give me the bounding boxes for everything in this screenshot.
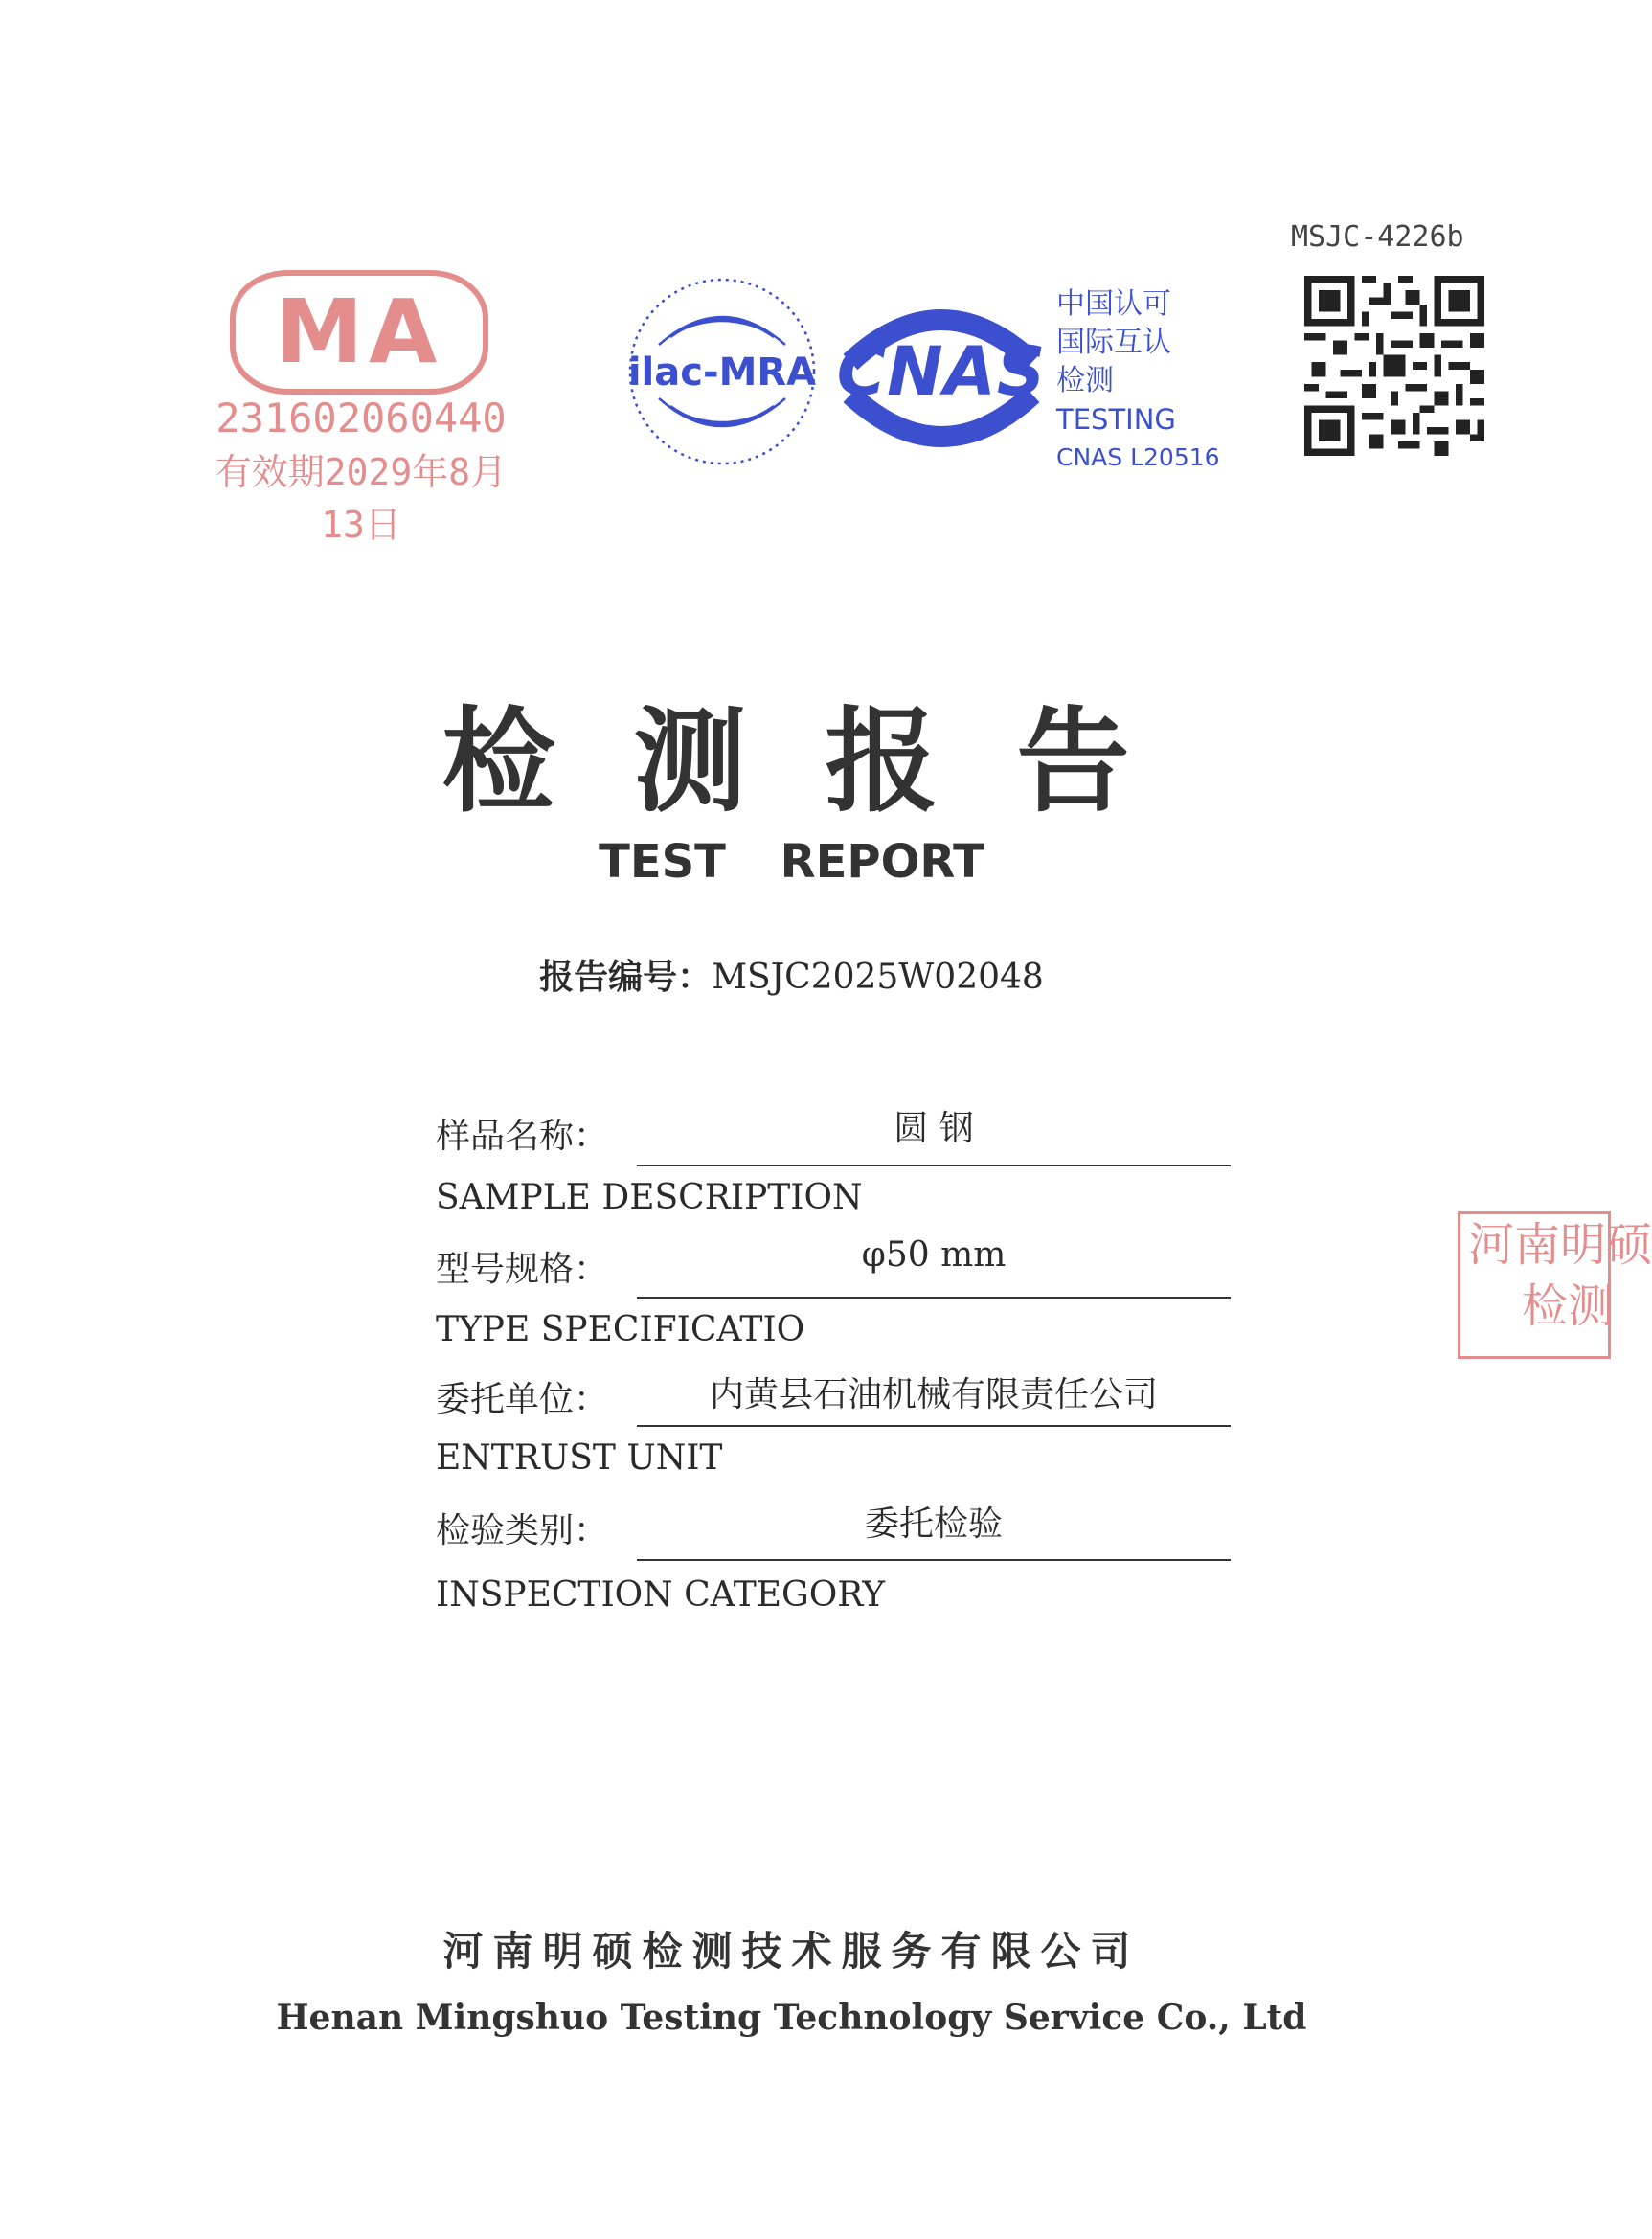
report-title-en: TEST REPORT bbox=[599, 835, 984, 889]
cnas-caption-line1: 中国认可 bbox=[1056, 287, 1171, 321]
entrust-unit-underline bbox=[637, 1425, 1231, 1427]
cnas-text: CNAS bbox=[836, 332, 1047, 411]
qr-code bbox=[1304, 276, 1484, 456]
sample-name-underline bbox=[637, 1165, 1231, 1166]
cnas-caption-testing: TESTING bbox=[1056, 403, 1176, 436]
entrust-unit-label: 委托单位： bbox=[436, 1380, 609, 1419]
type-spec-underline bbox=[637, 1297, 1231, 1299]
inspection-category-underline bbox=[637, 1559, 1231, 1561]
ilac-text: ilac-MRA bbox=[627, 351, 817, 395]
sample-name-value: 圆 钢 bbox=[894, 1109, 974, 1148]
type-spec-label: 型号规格： bbox=[436, 1250, 609, 1289]
cnas-license-number: CNAS L20516 bbox=[1056, 443, 1220, 471]
document-code: MSJC-4226b bbox=[1291, 220, 1464, 254]
ilac-mra-logo bbox=[621, 270, 824, 473]
cma-certificate-number: 231602060440 bbox=[215, 395, 507, 441]
inspection-category-en-label: INSPECTION CATEGORY bbox=[436, 1575, 886, 1615]
cnas-caption-line3: 检测 bbox=[1056, 364, 1114, 397]
type-specification-label: TYPE SPECIFICATIO bbox=[436, 1310, 805, 1349]
cma-validity-date: 有效期2029年8月13日 bbox=[215, 451, 508, 546]
type-spec-value: φ50 mm bbox=[861, 1235, 1007, 1275]
sample-description-label: SAMPLE DESCRIPTION bbox=[436, 1178, 863, 1217]
report-title-cn: 检测报告 bbox=[441, 695, 1209, 827]
entrust-unit-en-label: ENTRUST UNIT bbox=[436, 1438, 723, 1478]
cnas-caption-line2: 国际互认 bbox=[1056, 326, 1171, 359]
cnas-caption bbox=[1056, 285, 1220, 477]
report-number-label: 报告编号： bbox=[539, 958, 713, 997]
report-number bbox=[0, 950, 1583, 999]
company-name-cn: 河南明硕检测技术服务有限公司 bbox=[442, 1928, 1141, 1975]
company-seal-partial bbox=[1458, 1211, 1652, 1359]
report-number-value: MSJC2025W02048 bbox=[712, 958, 1044, 997]
company-name-en: Henan Mingshuo Testing Technology Service Co., Ltd bbox=[276, 1998, 1307, 2038]
seal-line1: 河南明硕 bbox=[1468, 1218, 1652, 1272]
inspection-category-value: 委托检验 bbox=[864, 1504, 1003, 1544]
cma-logo: MA bbox=[230, 270, 488, 395]
sample-name-label: 样品名称： bbox=[436, 1117, 609, 1156]
seal-line2: 检测 bbox=[1522, 1279, 1615, 1333]
entrust-unit-value: 内黄县石油机械有限责任公司 bbox=[709, 1375, 1158, 1414]
inspection-category-label: 检验类别： bbox=[436, 1511, 609, 1550]
